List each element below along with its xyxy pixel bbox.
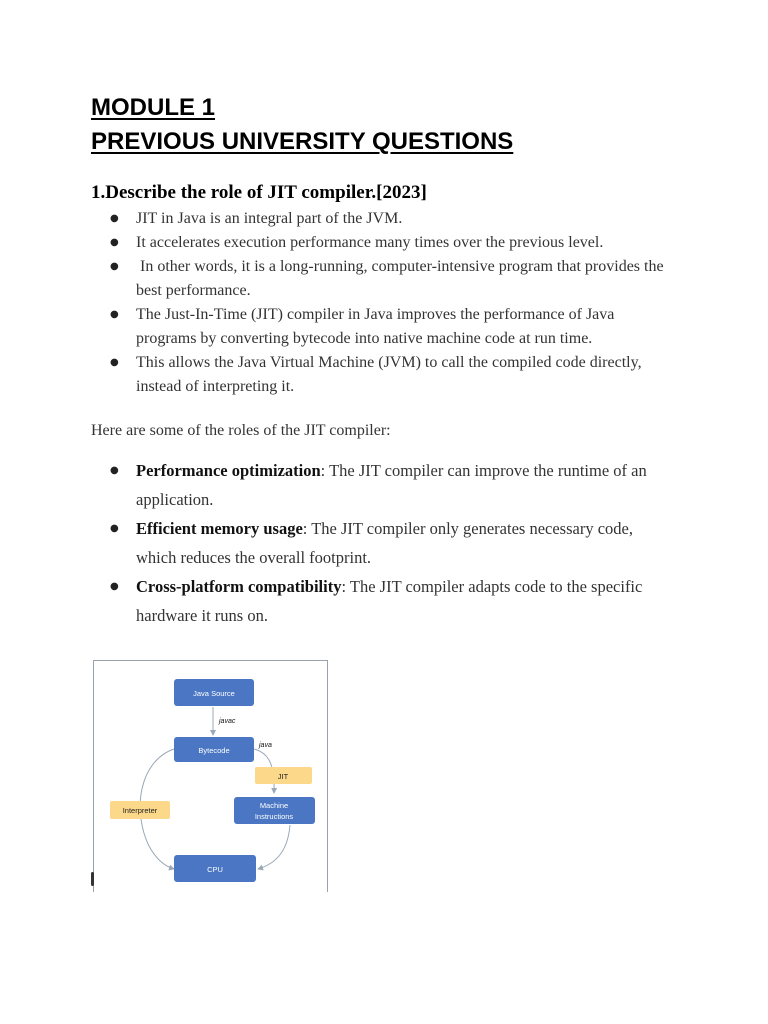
role-desc: : The JIT compiler only generates necessary code, which reduces the overall footprint. [136,519,633,567]
list-item: ● This allows the Java Virtual Machine (JVM) to call the compiled code directly, instead of interpreting it. [110,351,670,399]
list-item [110,514,675,572]
question-title: 1.Describe the role of JIT compiler.[2023] [91,182,427,203]
arrow-machine-to-cpu [258,825,290,869]
role-term: Efficient memory usage [136,519,303,538]
list-item: ● It accelerates execution performance many times over the previous level. [110,231,670,255]
java-label: java [259,742,272,749]
jit-flow-diagram [93,660,328,892]
list-item: ● JIT in Java is an integral part of the JVM. [110,207,670,231]
jit-bullet-list [110,207,670,399]
machine-label-line2: Instructions [254,812,294,821]
cpu-label: CPU [207,865,223,874]
role-term: Cross-platform compatibility [136,577,342,596]
role-term: Performance optimization [136,461,321,480]
roles-list [110,456,675,630]
role-desc: : The JIT compiler adapts code to the specific hardware it runs on. [136,577,643,625]
role-desc: : The JIT compiler can improve the runtime of an application. [136,461,647,509]
machine-label-line1: Machine [259,801,289,810]
roles-intro: Here are some of the roles of the JIT compiler: [91,422,391,439]
list-item [110,572,675,630]
list-item [110,456,675,514]
list-item: ● In other words, it is a long-running, computer-intensive program that provides the best performance. [110,255,670,303]
diagram-edge-mark [91,872,94,886]
bytecode-label: Bytecode [198,746,230,755]
page-subtitle: PREVIOUS UNIVERSITY QUESTIONS [91,128,514,155]
java-source-label: Java Source [193,689,235,698]
interpreter-label: Interpreter [122,806,158,815]
module-title: MODULE 1 [91,94,216,121]
jit-label: JIT [277,772,289,781]
list-item: ● The Just-In-Time (JIT) compiler in Java improves the performance of Java programs by converting bytecode into native machine code at run time. [110,303,670,351]
javac-label: javac [219,718,236,725]
